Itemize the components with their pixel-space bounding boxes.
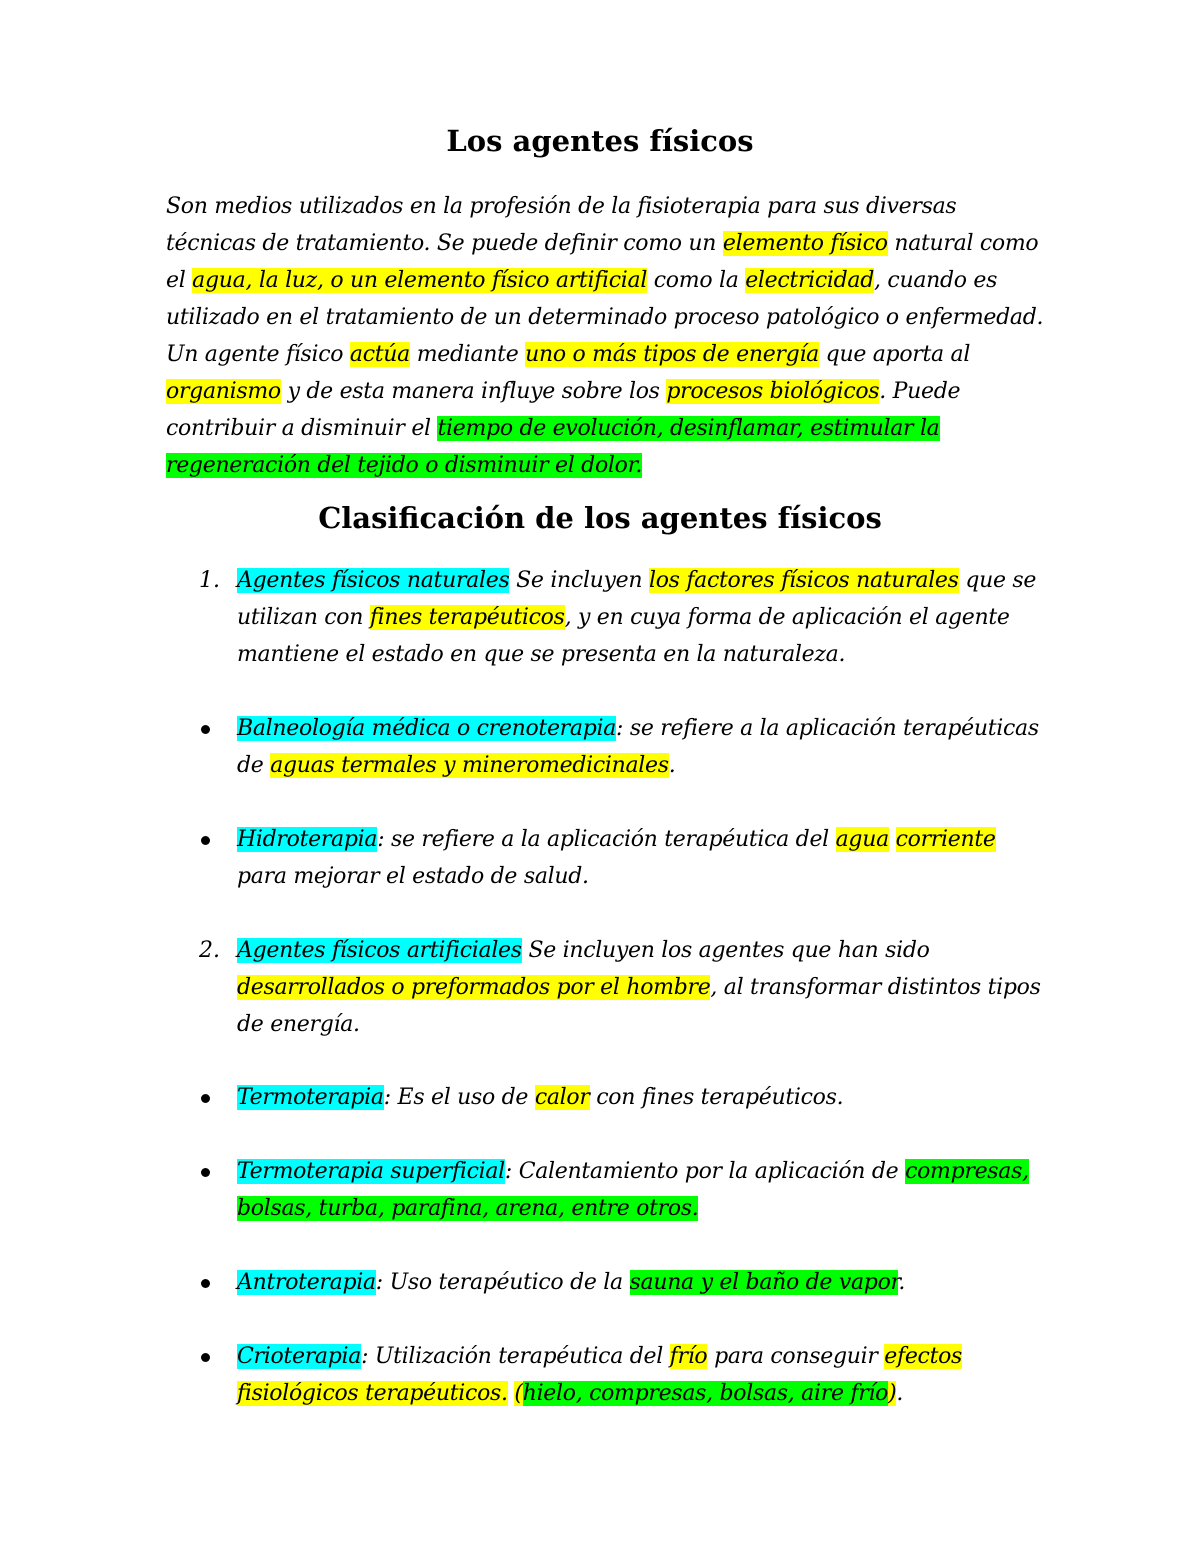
highlighted-text: ( — [514, 1381, 523, 1406]
list-item-crioterapia — [237, 1338, 1047, 1412]
text-run: : se refiere a la aplicación terapéutica del — [377, 827, 836, 852]
bullet-icon — [200, 1264, 214, 1301]
highlighted-text: Agentes físicos naturales — [237, 568, 510, 593]
text-run: , y en cuya forma de aplicación el agente mantiene el estado en que se presenta en la naturaleza. — [237, 605, 1010, 667]
highlighted-text: los factores físicos naturales — [648, 568, 959, 593]
highlighted-text: Crioterapia — [237, 1344, 362, 1369]
highlighted-text: elemento físico — [722, 231, 888, 256]
text-run: como la — [647, 268, 746, 293]
highlighted-text: actúa — [349, 342, 410, 367]
text-run: para conseguir — [707, 1344, 885, 1369]
text-run: Se incluyen los agentes que han sido — [521, 938, 930, 963]
highlighted-text: ) — [888, 1381, 897, 1406]
text-run: : Utilización terapéutica del — [361, 1344, 670, 1369]
text-run: , al transformar distintos tipos de energía. — [237, 975, 1041, 1037]
text-run: que se utilizan con — [237, 568, 1037, 630]
highlighted-text: compresas, — [905, 1159, 1029, 1184]
bullet-icon — [200, 1338, 214, 1375]
highlighted-text: Termoterapia superficial — [237, 1159, 505, 1184]
text-run: Son medios utilizados en la profesión de la fisioterapia para sus diversas técnicas de tratamiento. Se puede definir como un — [166, 194, 957, 256]
highlighted-text: Termoterapia — [237, 1085, 384, 1110]
text-run: , cuando es utilizado en el tratamiento de un determinado proceso patológico o enfermedad. Un agente físico — [166, 268, 1044, 367]
text-run: : Uso terapéutico de la — [375, 1270, 630, 1295]
highlighted-text: hielo, compresas, bolsas, aire frío — [522, 1381, 889, 1406]
highlighted-text: frío — [669, 1344, 708, 1369]
text-run: . — [898, 1270, 906, 1295]
highlighted-text: Hidroterapia — [237, 827, 378, 852]
text-run: Se incluyen — [509, 568, 649, 593]
highlighted-text: electricidad — [745, 268, 875, 293]
text-run: : Calentamiento por la aplicación de — [504, 1159, 906, 1184]
text-run: para mejorar el estado de salud. — [237, 864, 589, 889]
highlighted-text: tiempo de evolución, desinflamar, estimular la regeneración del tejido o disminuir el dolor. — [166, 416, 940, 478]
text-run: que aporta al — [818, 342, 971, 367]
text-run: con fines terapéuticos. — [589, 1085, 844, 1110]
list-item-artificial-agents — [237, 932, 1047, 1043]
highlighted-text: uno o más tipos de energía — [525, 342, 819, 367]
bullet-icon — [200, 1079, 214, 1116]
text-run: . — [896, 1381, 904, 1406]
list-item-hidroterapia — [237, 821, 1047, 895]
highlighted-text: Antroterapia — [237, 1270, 376, 1295]
text-run: y de esta manera influye sobre los — [280, 379, 667, 404]
section-title: Clasificación de los agentes físicos — [318, 501, 882, 535]
highlighted-text: Agentes físicos artificiales — [237, 938, 522, 963]
highlighted-text: calor — [534, 1085, 590, 1110]
text-run: mediante — [410, 342, 526, 367]
text-run: . — [668, 753, 676, 778]
highlighted-text: bolsas, turba, parafina, arena, entre otros. — [237, 1196, 699, 1221]
text-run: : se refiere a la aplicación terapéuticas de — [237, 716, 1039, 778]
highlighted-text: agua, la luz, o un elemento físico artificial — [192, 268, 648, 293]
list-item-balneologia — [237, 710, 1047, 784]
bullet-icon — [200, 1153, 214, 1190]
highlighted-text: agua — [835, 827, 889, 852]
bullet-icon — [200, 821, 214, 858]
text-run — [889, 827, 896, 852]
list-item-antroterapia — [237, 1264, 1047, 1301]
list-marker-2: 2. — [199, 938, 220, 963]
list-marker-1: 1. — [199, 568, 220, 593]
highlighted-text: corriente — [895, 827, 996, 852]
text-run: : Es el uso de — [383, 1085, 535, 1110]
highlighted-text: organismo — [166, 379, 281, 404]
page-title: Los agentes físicos — [446, 124, 754, 158]
highlighted-text: efectos fisiológicos terapéuticos. — [237, 1344, 963, 1406]
highlighted-text: procesos biológicos — [666, 379, 880, 404]
highlighted-text: aguas termales y mineromedicinales — [270, 753, 669, 778]
highlighted-text: Balneología médica o crenoterapia — [237, 716, 617, 741]
bullet-icon — [200, 710, 214, 747]
highlighted-text: sauna y el baño de vapor — [629, 1270, 899, 1295]
intro-paragraph — [166, 188, 1046, 484]
list-item-termoterapia — [237, 1079, 1047, 1116]
highlighted-text: desarrollados o preformados por el hombre — [237, 975, 711, 1000]
list-item-termoterapia-superficial — [237, 1153, 1047, 1227]
highlighted-text: fines terapéuticos — [369, 605, 565, 630]
text-run: . Puede contribuir a disminuir el — [166, 379, 961, 441]
list-item-natural-agents — [237, 562, 1047, 673]
text-run: natural como el — [166, 231, 1039, 293]
